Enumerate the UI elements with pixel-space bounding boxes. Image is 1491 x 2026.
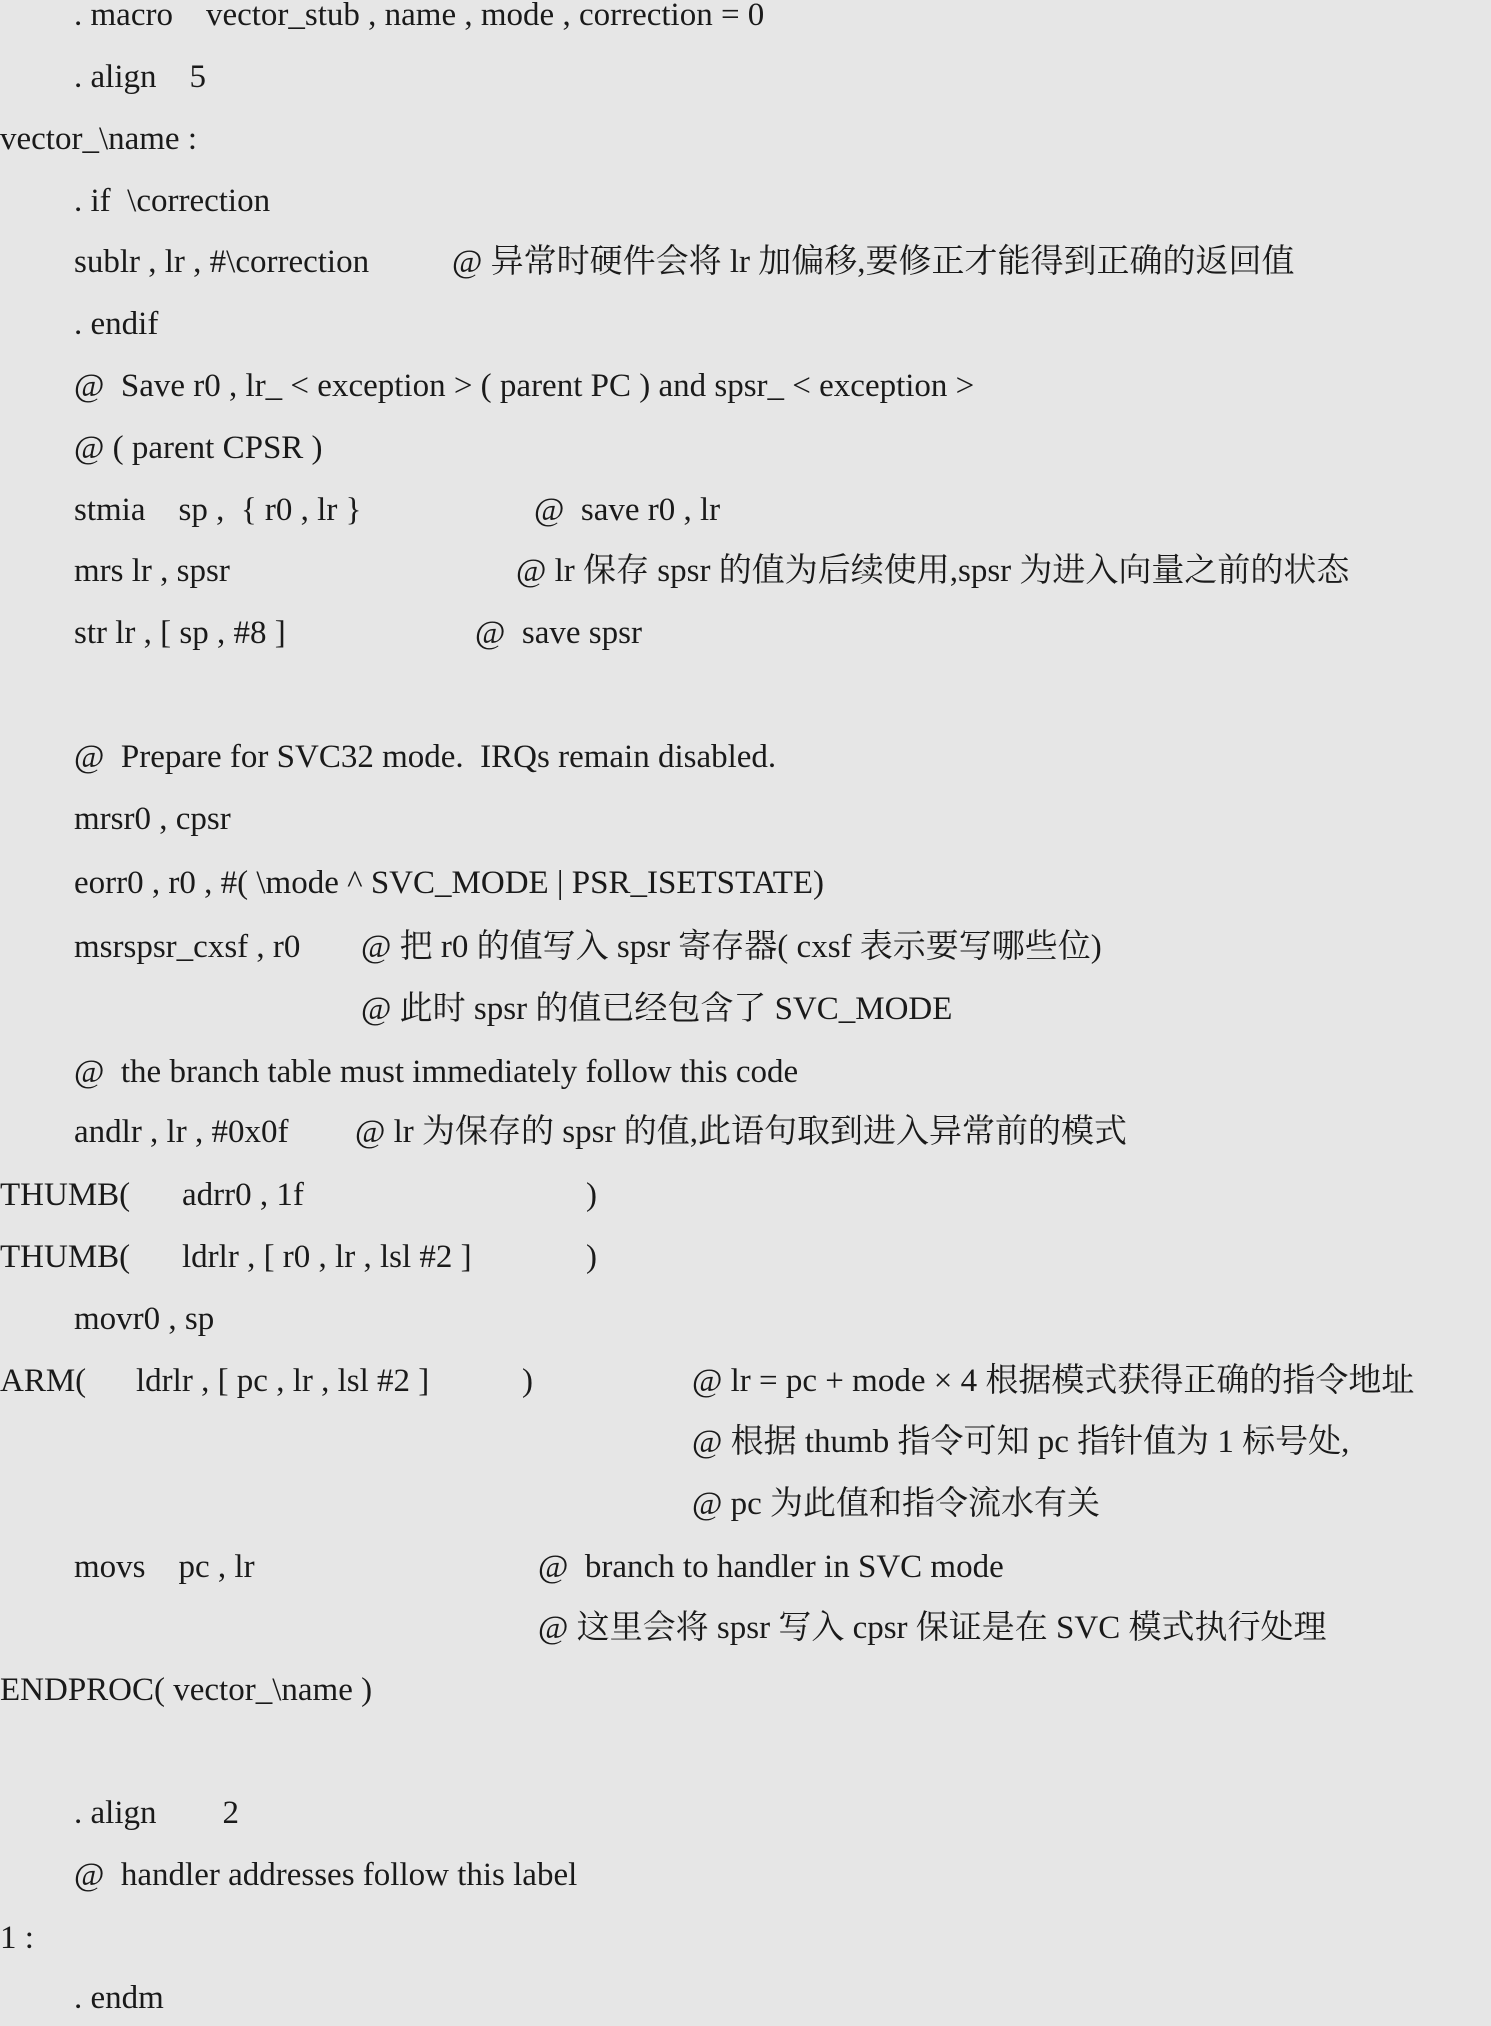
- code-comment: @ save r0 , lr: [534, 492, 721, 528]
- code-comment: @ 此时 spsr 的值已经包含了 SVC_MODE: [361, 991, 953, 1027]
- code-line: ldrlr , [ r0 , lr , lsl #2 ]: [182, 1239, 472, 1275]
- code-line: . align 2: [74, 1795, 239, 1831]
- code-comment: @ ( parent CPSR ): [74, 430, 323, 466]
- code-macro: ENDPROC( vector_\name ): [0, 1672, 373, 1708]
- code-paren: ): [586, 1177, 597, 1213]
- code-line: . if \correction: [74, 183, 271, 219]
- code-line: adrr0 , 1f: [182, 1177, 304, 1213]
- code-comment: @ the branch table must immediately follow this code: [74, 1054, 799, 1090]
- code-line: . macro vector_stub , name , mode , correction = 0: [74, 0, 765, 33]
- code-line: movs pc , lr: [74, 1549, 255, 1585]
- code-line: sublr , lr , #\correction: [74, 244, 370, 280]
- code-comment: @ save spsr: [475, 615, 642, 651]
- code-line: msrspsr_cxsf , r0: [74, 929, 301, 965]
- code-line: . endm: [74, 1980, 164, 2016]
- code-comment: @ 把 r0 的值写入 spsr 寄存器( cxsf 表示要写哪些位): [361, 929, 1102, 965]
- code-line: stmia sp , { r0 , lr }: [74, 492, 362, 528]
- code-line: mrs lr , spsr: [74, 553, 230, 589]
- code-macro: THUMB(: [0, 1177, 131, 1213]
- code-macro: ARM(: [0, 1363, 87, 1399]
- code-line: eorr0 , r0 , #( \mode ^ SVC_MODE | PSR_ISETSTATE): [74, 865, 825, 901]
- code-line: mrsr0 , cpsr: [74, 801, 231, 837]
- code-line: andlr , lr , #0x0f: [74, 1114, 289, 1150]
- code-comment: @ Save r0 , lr_ < exception > ( parent PC ) and spsr_ < exception >: [74, 368, 975, 404]
- code-line: movr0 , sp: [74, 1301, 215, 1337]
- code-paren: ): [586, 1239, 597, 1275]
- code-label: 1 :: [0, 1920, 34, 1956]
- code-line: ldrlr , [ pc , lr , lsl #2 ]: [136, 1363, 430, 1399]
- code-comment: @ 根据 thumb 指令可知 pc 指针值为 1 标号处,: [692, 1424, 1350, 1460]
- code-label: vector_\name :: [0, 121, 198, 157]
- code-comment: @ lr 保存 spsr 的值为后续使用,spsr 为进入向量之前的状态: [516, 553, 1350, 589]
- code-paren: ): [522, 1363, 533, 1399]
- code-comment: @ pc 为此值和指令流水有关: [692, 1486, 1101, 1522]
- code-comment: @ lr 为保存的 spsr 的值,此语句取到进入异常前的模式: [355, 1114, 1127, 1150]
- code-macro: THUMB(: [0, 1239, 131, 1275]
- code-comment: @ 这里会将 spsr 写入 cpsr 保证是在 SVC 模式执行处理: [538, 1610, 1327, 1646]
- code-line: str lr , [ sp , #8 ]: [74, 615, 286, 651]
- code-comment: @ 异常时硬件会将 lr 加偏移,要修正才能得到正确的返回值: [452, 244, 1295, 280]
- code-comment: @ branch to handler in SVC mode: [538, 1549, 1004, 1585]
- code-line: . endif: [74, 306, 159, 342]
- code-line: . align 5: [74, 59, 206, 95]
- code-comment: @ lr = pc + mode × 4 根据模式获得正确的指令地址: [692, 1363, 1415, 1399]
- code-comment: @ Prepare for SVC32 mode. IRQs remain disabled.: [74, 739, 777, 775]
- code-comment: @ handler addresses follow this label: [74, 1857, 578, 1893]
